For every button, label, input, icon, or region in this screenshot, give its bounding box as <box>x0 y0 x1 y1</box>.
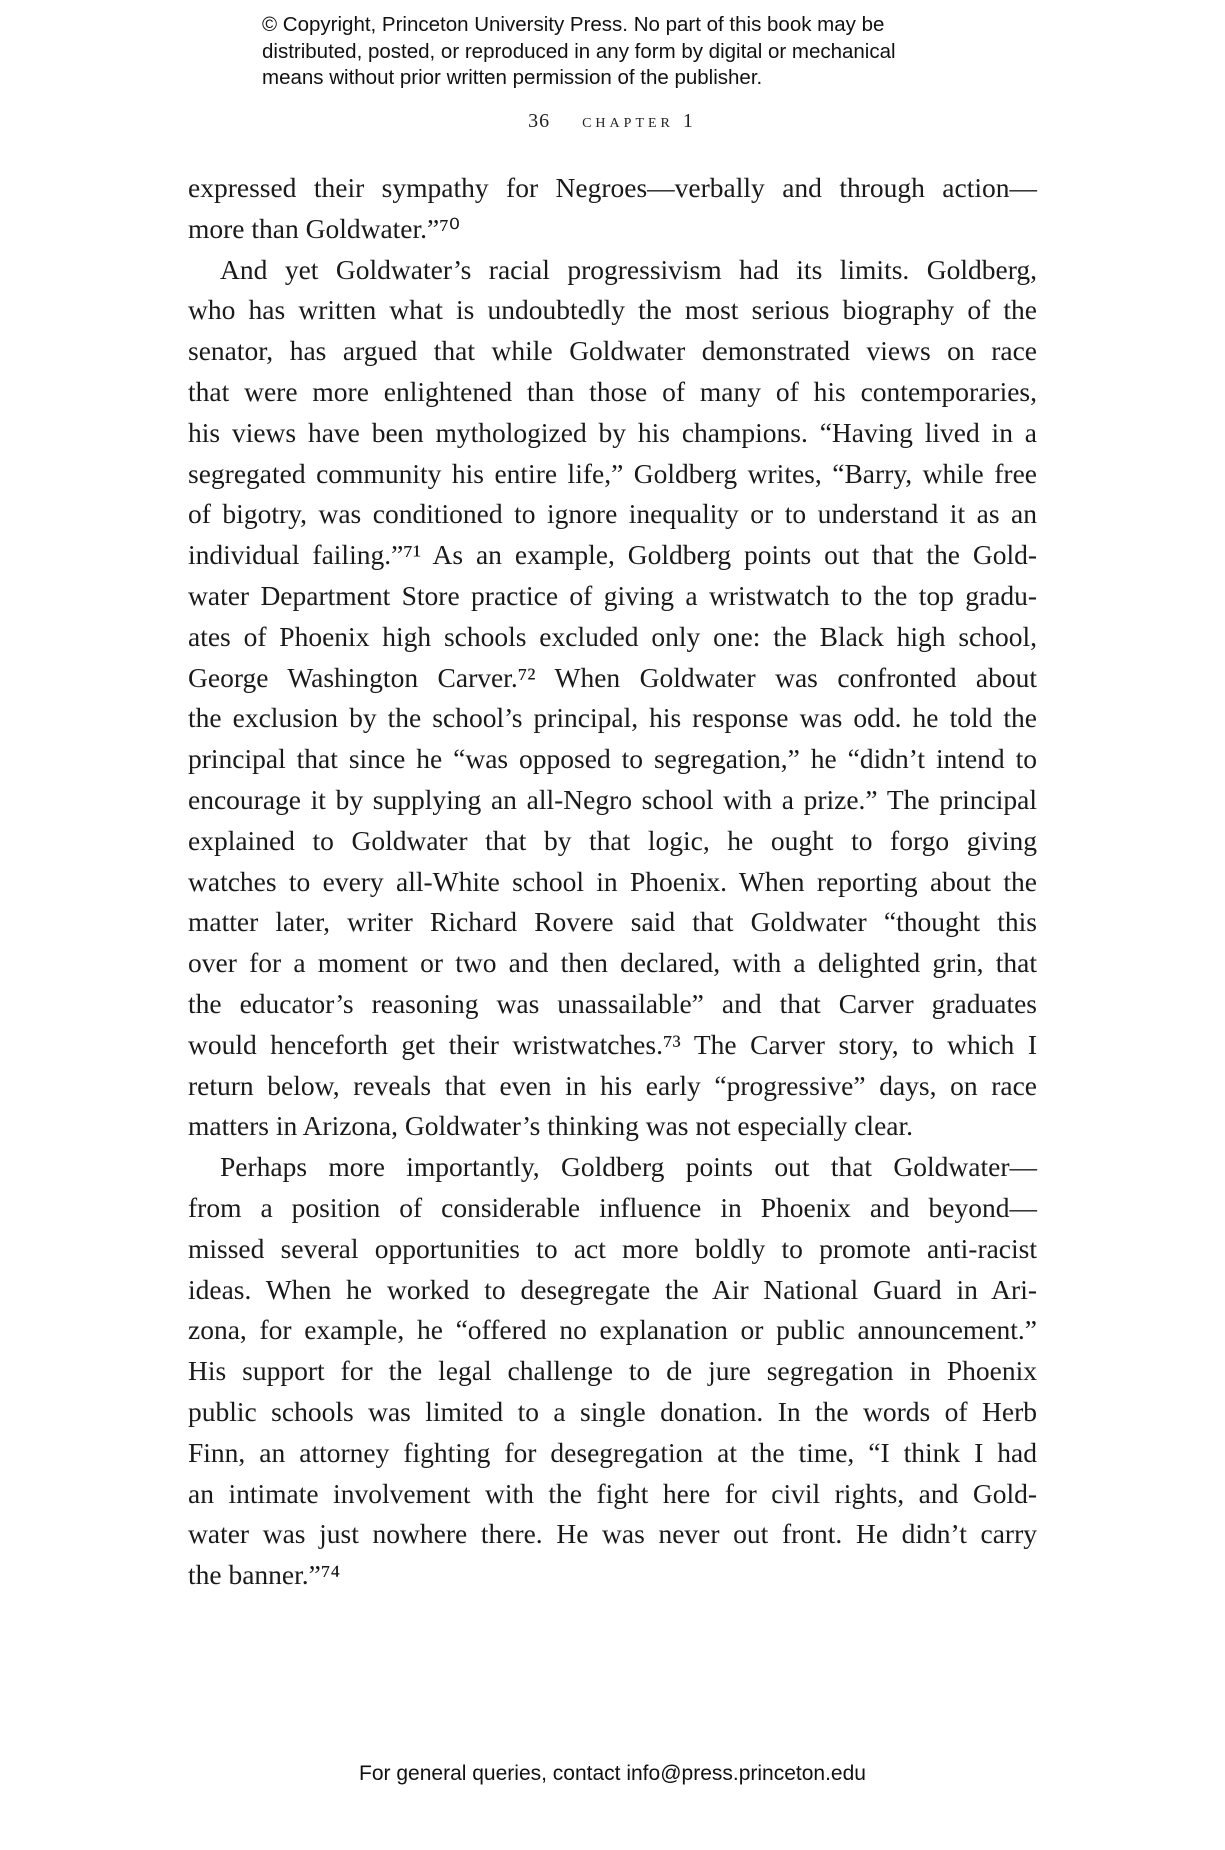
text-line: water Department Store practice of giving a wristwatch to the top gradu- <box>188 579 1037 611</box>
text-line: expressed their sympathy for Negroes—verbally and through action— <box>188 172 1037 203</box>
text-line: ideas. When he worked to desegregate the Air National Guard in Ari- <box>188 1273 1037 1305</box>
text-line: would henceforth get their wristwatches.⁷³ The Carver story, to which I <box>188 1028 1037 1060</box>
text-line: who has written what is undoubtedly the most serious biography of the <box>188 294 1037 326</box>
text-line: segregated community his entire life,” Goldberg writes, “Barry, while free <box>188 457 1037 489</box>
page-number: 36 <box>528 110 551 132</box>
text-line: water was just nowhere there. He was never out front. He didn’t carry <box>188 1518 1037 1550</box>
paragraph <box>188 250 1037 1148</box>
text-line: more than Goldwater.”⁷⁰ <box>188 212 460 244</box>
text-line: the banner.”⁷⁴ <box>188 1559 341 1591</box>
text-line: And yet Goldwater’s racial progressivism had its limits. Goldberg, <box>220 253 1037 285</box>
text-line: his views have been mythologized by his champions. “Having lived in a <box>188 416 1037 448</box>
text-line: watches to every all-White school in Phoenix. When reporting about the <box>188 865 1037 897</box>
chapter-label: chapter 1 <box>582 110 697 132</box>
text-line: His support for the legal challenge to de jure segregation in Phoenix <box>188 1355 1037 1387</box>
copyright-line: distributed, posted, or reproduced in any form by digital or mechanical <box>262 39 896 63</box>
text-line: Perhaps more importantly, Goldberg points out that Goldwater— <box>220 1151 1037 1183</box>
text-line: explained to Goldwater that by that logic, he ought to forgo giving <box>188 824 1037 856</box>
text-line: an intimate involvement with the fight here for civil rights, and Gold- <box>188 1477 1037 1509</box>
text-line: principal that since he “was opposed to segregation,” he “didn’t intend to <box>188 743 1037 775</box>
copyright-line: means without prior written permission of the publisher. <box>262 66 763 89</box>
text-line: the educator’s reasoning was unassailable” and that Carver graduates <box>188 987 1037 1019</box>
body-text <box>188 168 1037 1596</box>
text-line: individual failing.”⁷¹ As an example, Goldberg points out that the Gold- <box>188 539 1037 571</box>
copyright-line: © Copyright, Princeton University Press. No part of this book may be <box>262 13 885 36</box>
paragraph <box>188 168 1037 250</box>
text-line: that were more enlightened than those of many of his contemporaries, <box>188 375 1037 407</box>
text-line: George Washington Carver.⁷² When Goldwater was confronted about <box>188 661 1037 693</box>
text-line: return below, reveals that even in his early “progressive” days, on race <box>188 1069 1037 1101</box>
text-line: encourage it by supplying an all-Negro school with a prize.” The principal <box>188 783 1037 815</box>
text-line: matter later, writer Richard Rovere said that Goldwater “thought this <box>188 906 1037 938</box>
text-line: zona, for example, he “offered no explanation or public announcement.” <box>188 1314 1037 1346</box>
text-line: senator, has argued that while Goldwater demonstrated views on race <box>188 335 1037 367</box>
text-line: public schools was limited to a single donation. In the words of Herb <box>188 1395 1037 1427</box>
copyright-notice <box>262 12 1022 92</box>
text-line: from a position of considerable influence in Phoenix and beyond— <box>188 1191 1037 1223</box>
running-head <box>0 110 1225 133</box>
contact-footer: For general queries, contact info@press.princeton.edu <box>359 1762 866 1785</box>
paragraph <box>188 1147 1037 1596</box>
text-line: missed several opportunities to act more boldly to promote anti-racist <box>188 1232 1037 1264</box>
text-line: Finn, an attorney fighting for desegregation at the time, “I think I had <box>188 1436 1037 1468</box>
text-line: of bigotry, was conditioned to ignore inequality or to understand it as an <box>188 498 1037 530</box>
text-line: the exclusion by the school’s principal, his response was odd. he told the <box>188 702 1037 734</box>
text-line: over for a moment or two and then declared, with a delighted grin, that <box>188 947 1037 979</box>
text-line: matters in Arizona, Goldwater’s thinking was not especially clear. <box>188 1110 913 1142</box>
text-line: ates of Phoenix high schools excluded only one: the Black high school, <box>188 620 1037 652</box>
